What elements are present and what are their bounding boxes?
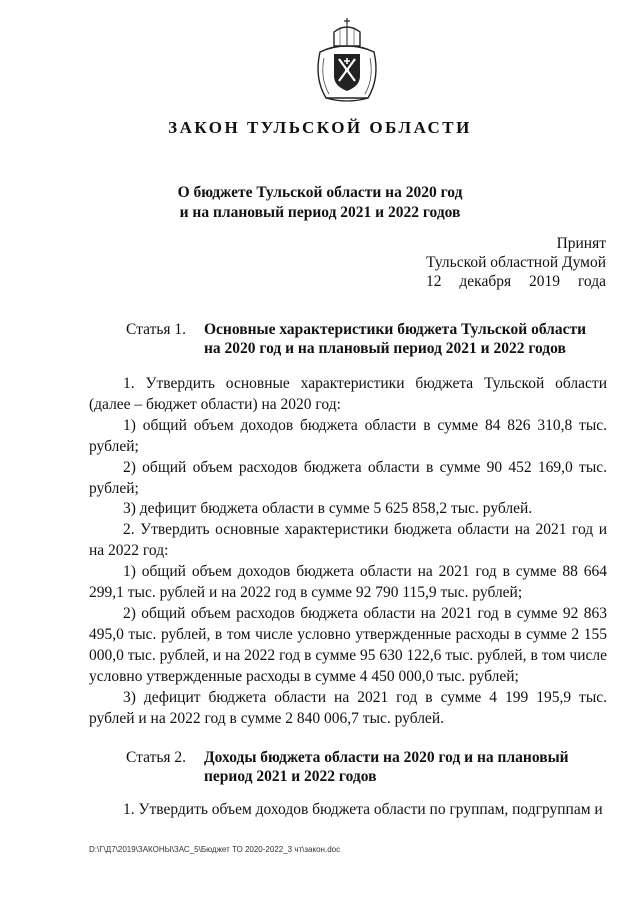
tula-coat-of-arms-icon: [312, 18, 382, 104]
paragraph: 3) дефицит бюджета области в сумме 5 625 858,2 тыс. рублей.: [123, 500, 533, 518]
paragraph: 1) общий объем доходов бюджета области на 2021 год в сумме 88 664 299,1 тыс. рублей и на 2022 год в сумме 92 790 115,9 тыс. рублей;: [89, 563, 607, 602]
adoption-year: 2019: [529, 273, 561, 290]
article-2-number: Статья 2.: [126, 749, 187, 766]
paragraph: 2) общий объем расходов бюджета области на 2021 год в сумме 92 863 495,0 тыс. рублей, в том числе условно утвержденные расходы в сумме 2 155 000,0 тыс. рублей, и на 2022 год в сумме 95 630 122,6 тыс. рублей, в том числе условно утвержденные расходы в сумме 4 450 000,0 тыс. рублей;: [89, 604, 607, 685]
law-title: ЗАКОН ТУЛЬСКОЙ ОБЛАСТИ: [168, 118, 472, 137]
adoption-month: декабря: [459, 273, 512, 290]
article-2-title-line-1: Доходы бюджета области на 2020 год и на плановый: [204, 749, 569, 766]
law-subject-line-2: и на плановый период 2021 и 2022 годов: [179, 204, 461, 221]
paragraph: 2) общий объем расходов бюджета области в сумме 90 452 169,0 тыс. рублей;: [89, 458, 607, 497]
article-1-title-line-2: на 2020 год и на плановый период 2021 и 2022 годов: [204, 340, 566, 357]
paragraph: 2. Утвердить основные характеристики бюджета области на 2021 год и на 2022 год:: [89, 521, 607, 560]
article-2-title: [204, 748, 569, 786]
file-path-footer: D:\Г\Д7\2019\ЗАКОНЫ\ЗАС_5\Бюджет ТО 2020-2022_3 чт\закон.doc: [89, 845, 341, 854]
paragraph: 1. Утвердить основные характеристики бюджета Тульской области (далее – бюджет области) на 2020 год:: [89, 375, 607, 413]
adoption-date: [426, 272, 606, 291]
adoption-day: 12: [426, 273, 442, 290]
law-subject-line-1: О бюджете Тульской области на 2020 год: [177, 184, 463, 201]
adopted-label: Принят: [556, 235, 606, 252]
article-1-title: [204, 320, 586, 358]
article-1-body: [89, 374, 607, 729]
adopted-by: Тульской областной Думой: [426, 254, 606, 271]
paragraph: 1) общий объем доходов бюджета области в сумме 84 826 310,8 тыс. рублей;: [89, 416, 607, 455]
article-1-number: Статья 1.: [126, 321, 187, 338]
adoption-block: [426, 234, 606, 291]
article-1-title-line-1: Основные характеристики бюджета Тульской области: [204, 321, 587, 338]
paragraph: 1. Утвердить объем доходов бюджета области по группам, подгруппам и: [123, 801, 603, 818]
paragraph: 3) дефицит бюджета области на 2021 год в сумме 4 199 195,9 тыс. рублей и на 2022 год в сумме 2 840 006,7 тыс. рублей.: [89, 688, 607, 727]
adoption-year-word: года: [577, 273, 606, 290]
article-2-body: [89, 800, 607, 821]
law-subject: [0, 183, 640, 223]
article-2-title-line-2: период 2021 и 2022 годов: [204, 768, 377, 785]
